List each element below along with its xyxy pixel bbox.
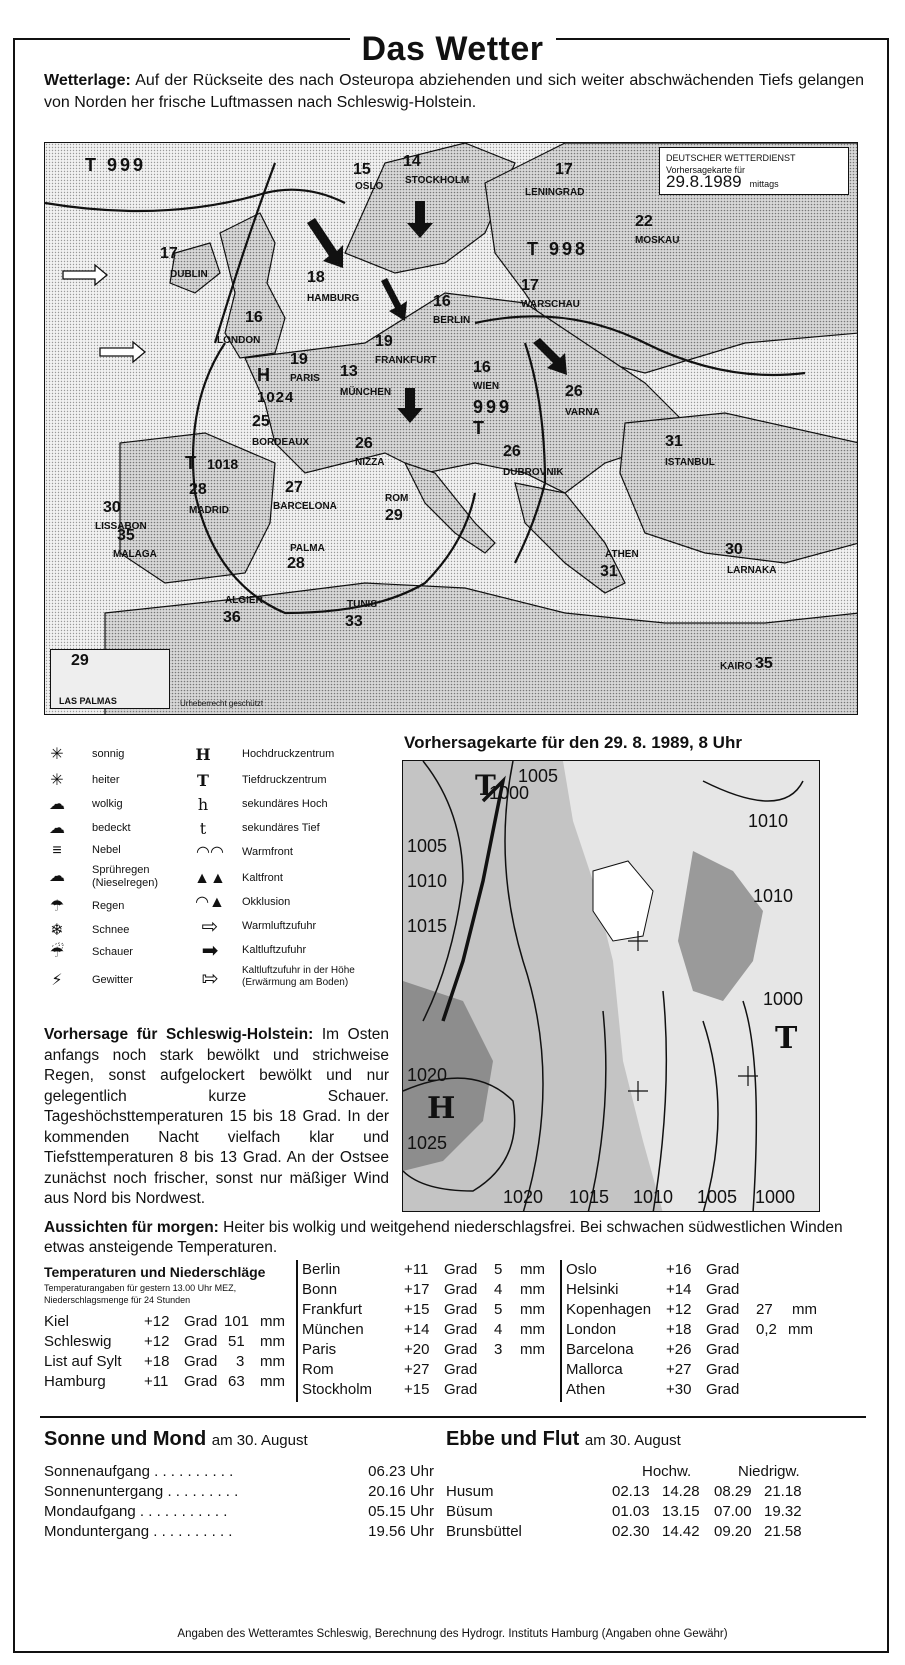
cold-front-icon: ▲▲ — [194, 870, 226, 887]
temps-sub2: Niederschlagsmenge für 24 Stunden — [44, 1295, 191, 1305]
secondary-low-icon: t — [199, 819, 207, 838]
forecast-low-center: T — [475, 769, 499, 802]
table-row: Sonnenaufgang . . . . . . . . . . 06.23 Uhr — [44, 1463, 434, 1480]
pressure-high-1: H 1024 — [257, 365, 295, 406]
rain-icon: ☂ — [49, 898, 65, 915]
occlusion-icon: ◠▲ — [195, 894, 225, 911]
forecast-map-title: Vorhersagekarte für den 29. 8. 1989, 8 Uhr — [404, 733, 742, 752]
forecast-low-center-east: T — [775, 1021, 801, 1056]
forecast-map — [402, 760, 820, 1212]
tides-title: Ebbe und Flut am 30. August — [446, 1428, 681, 1450]
legend-regen: Regen — [92, 900, 125, 912]
table-divider — [296, 1260, 298, 1402]
warm-front-icon: ◠◠ — [196, 844, 224, 861]
warm-air-arrow-icon: ⇨ — [201, 916, 219, 938]
isobar-label: 1010 — [753, 886, 794, 906]
legend-schauer: Schauer — [92, 946, 133, 958]
legend-wolkig: wolkig — [92, 798, 123, 810]
isobar-label: 1020 — [407, 1065, 448, 1085]
las-palmas-label: LAS PALMAS — [59, 696, 117, 706]
table-row: Rom +27 Grad — [302, 1361, 478, 1378]
isobar-label: 1005 — [697, 1187, 738, 1207]
isobar-label: 1000 — [489, 783, 530, 803]
table-row: Sonnenuntergang . . . . . . . . . 20.16 Uhr — [44, 1483, 434, 1500]
forecast-high-center: H — [427, 1091, 459, 1126]
table-row: Barcelona +26 Grad — [566, 1341, 740, 1358]
legend-sonnig: sonnig — [92, 748, 125, 760]
table-row: Schleswig +12 Grad 51 mm — [44, 1333, 285, 1350]
legend-warmfront: Warmfront — [242, 846, 293, 858]
table-row: List auf Sylt +18 Grad 3 mm — [44, 1353, 285, 1370]
map-time: mittags — [749, 179, 779, 189]
map-date: 29.8.1989 — [666, 172, 742, 191]
thunder-icon: ⚡ — [51, 972, 63, 989]
low-pressure-icon: T — [197, 771, 209, 790]
sh-forecast-text: Im Osten anfangs noch stark bewölkt und strichweise Regen, sonst aufgelockert bewölkt und nur gelegentlich kurze Schauer. Tageshöchsttemperaturen 15 bis 18 Grad. In der kommenden Nacht vielfach klar und Tiefsttemperaturen 8 bis 13 Grad. An der Ostsee zunächst noch frischer, sonst nur mäßiger Wind aus Nord bis Nordwest. — [44, 1026, 389, 1207]
legend-sek-hoch: sekundäres Hoch — [242, 798, 328, 810]
table-row: Athen +30 Grad — [566, 1381, 740, 1398]
high-pressure-icon: H — [195, 745, 211, 764]
table-row: Paris +20 Grad 3 mm — [302, 1341, 545, 1358]
temp-table-col1 — [44, 1262, 294, 1392]
legend-warmluft: Warmluftzufuhr — [242, 920, 317, 932]
tides-table — [446, 1462, 866, 1542]
pressure-low-3: 999 T — [473, 397, 513, 438]
page-title: Das Wetter — [0, 30, 905, 69]
isobar-label: 1010 — [633, 1187, 674, 1207]
title-bar — [0, 14, 905, 68]
isobar-label: 1015 — [569, 1187, 610, 1207]
legend-hochdruck: Hochdruckzentrum — [242, 748, 335, 760]
table-row: München +14 Grad 4 mm — [302, 1321, 545, 1338]
table-row: Hochw. Niedrigw. — [642, 1463, 800, 1480]
sun-icon: ✳ — [50, 746, 64, 763]
shower-icon: ☔ — [49, 944, 65, 961]
legend-kaltluft: Kaltluftzufuhr — [242, 944, 307, 956]
table-row: Kiel +12 Grad 101 mm — [44, 1313, 285, 1330]
weather-situation-label: Wetterlage: — [44, 72, 131, 89]
table-row: Stockholm +15 Grad — [302, 1381, 478, 1398]
legend-schnee: Schnee — [92, 924, 130, 936]
isobar-label: 1000 — [763, 989, 804, 1009]
legend-kaltfront: Kaltfront — [242, 872, 283, 884]
drizzle-icon: ☁ — [49, 868, 65, 885]
cloudy-icon: ☁ — [49, 796, 65, 813]
map-copyright: Urheberrecht geschützt — [180, 699, 264, 708]
legend-sek-tief: sekundäres Tief — [242, 822, 320, 834]
sun-moon-title: Sonne und Mond am 30. August — [44, 1428, 308, 1450]
map-agency: DEUTSCHER WETTERDIENST — [666, 153, 796, 163]
table-row: London +18 Grad 0,2 mm — [566, 1321, 813, 1338]
las-palmas-inset — [50, 649, 170, 709]
table-row: Monduntergang . . . . . . . . . . 19.56 Uhr — [44, 1523, 434, 1540]
isobar-label: 1010 — [748, 811, 789, 831]
table-divider — [560, 1260, 562, 1402]
table-row: Helsinki +14 Grad — [566, 1281, 740, 1298]
sun-moon-table — [44, 1462, 434, 1542]
table-row: Mondaufgang . . . . . . . . . . . 05.15 Uhr — [44, 1503, 434, 1520]
footer-note: Angaben des Wetteramtes Schleswig, Berechnung des Hydrogr. Instituts Hamburg (Angaben ohne Gewähr) — [177, 1628, 728, 1640]
fog-icon: ≡ — [52, 842, 62, 859]
table-row: Oslo +16 Grad — [566, 1261, 740, 1278]
isobar-label: 1015 — [407, 916, 448, 936]
table-row: Hamburg +11 Grad 63 mm — [44, 1373, 285, 1390]
sh-forecast-label: Vorhersage für Schleswig-Holstein: — [44, 1026, 314, 1043]
legend-nebel: Nebel — [92, 844, 121, 856]
outlook-text: Heiter bis wolkig und weitgehend niederschlagsfrei. Bei schwachen südwestlichen Winden etwas ansteigende Temperaturen. — [44, 1219, 843, 1256]
table-row: Bonn +17 Grad 4 mm — [302, 1281, 545, 1298]
pressure-low-4: T 1018 — [185, 453, 239, 473]
temps-heading: Temperaturen und Niederschläge — [44, 1264, 266, 1280]
legend-tiefdruck: Tiefdruckzentrum — [242, 774, 327, 786]
legend-spruehregen: Sprühregen (Nieselregen) — [92, 864, 159, 889]
temps-sub1: Temperaturangaben für gestern 13.00 Uhr MEZ, — [44, 1283, 237, 1293]
isobar-label: 1020 — [503, 1187, 544, 1207]
cold-air-upper-arrow-icon: ⇰ — [201, 968, 219, 990]
pressure-low-1: T 999 — [85, 155, 147, 175]
pressure-low-2: T 998 — [527, 239, 589, 259]
legend-bedeckt: bedeckt — [92, 822, 131, 834]
table-row: Kopenhagen +12 Grad 27 mm — [566, 1301, 817, 1318]
secondary-high-icon: h — [197, 795, 209, 814]
weather-situation-text: Auf der Rückseite des nach Osteuropa abziehenden und sich weiter abschwächenden Tiefs gelangen von Norden her frische Luftmassen nach Schleswig-Holstein. — [44, 72, 865, 111]
legend-kaltluft-hoehe: Kaltluftzufuhr in der Höhe (Erwärmung am Boden) — [242, 965, 355, 988]
las-palmas-temp: 29 — [71, 652, 89, 669]
table-row: Brunsbüttel 02.30 14.42 09.20 21.58 — [446, 1523, 802, 1540]
table-row: Mallorca +27 Grad — [566, 1361, 740, 1378]
isobar-label: 1005 — [407, 836, 448, 856]
overcast-icon: ☁ — [49, 820, 65, 837]
outlook — [44, 1218, 874, 1258]
isobar-label: 1010 — [407, 871, 448, 891]
isobar-label: 1000 — [755, 1187, 796, 1207]
sun-cloud-icon: ✳ — [50, 772, 64, 789]
table-row: Husum 02.13 14.28 08.29 21.18 — [446, 1483, 802, 1500]
isobar-label: 1005 — [518, 766, 559, 786]
europe-map-graphic — [45, 143, 858, 715]
map-info-box — [659, 147, 849, 195]
map-subtitle: Vorhersagekarte für — [666, 165, 746, 175]
schleswig-holstein-forecast — [44, 1025, 389, 1210]
temp-table-col2 — [302, 1260, 557, 1400]
table-row: Frankfurt +15 Grad 5 mm — [302, 1301, 545, 1318]
cold-air-arrow-icon: ➡ — [201, 940, 219, 962]
legend-gewitter: Gewitter — [92, 974, 133, 986]
temp-table-col3 — [566, 1260, 866, 1400]
weather-situation — [44, 70, 864, 114]
legend-heiter: heiter — [92, 774, 120, 786]
isobar-label: 1025 — [407, 1133, 448, 1153]
section-divider — [40, 1416, 866, 1418]
table-row: Büsum 01.03 13.15 07.00 19.32 — [446, 1503, 802, 1520]
table-row: Berlin +11 Grad 5 mm — [302, 1261, 545, 1278]
europe-weather-map: DEUTSCHER WETTERDIENST Vorhersagekarte für 29.8.1989 mittags T 999 T 998 H 1024 999 T T 1018 15 OSLO 14 STOCKHOLM 17 LENINGRAD 22 MOSKAU 17 DUBLIN 18 HAMBURG 16 BERLIN 17 WARSCHAU 16 LONDON 19 FRANKFURT 19 PARIS 13 MÜNCHEN 16 WIEN 26 VARNA 25 BORDEAUX 26 NIZZA 26 DUBROVNIK 31 ISTANBUL 28 MADRID 27 BARCELONA 29 ROM 30 LISSABON 35 MALAGA 28 PALMA 31 ATHEN 30 LARNAKA 36 ALGIER 33 TUNIS KAIRO 35 29 LAS PALMAS Urheberrecht geschützt — [44, 142, 858, 715]
legend-okklusion: Okklusion — [242, 896, 291, 908]
outlook-label: Aussichten für morgen: — [44, 1219, 219, 1236]
snow-icon: ❄ — [50, 922, 64, 939]
